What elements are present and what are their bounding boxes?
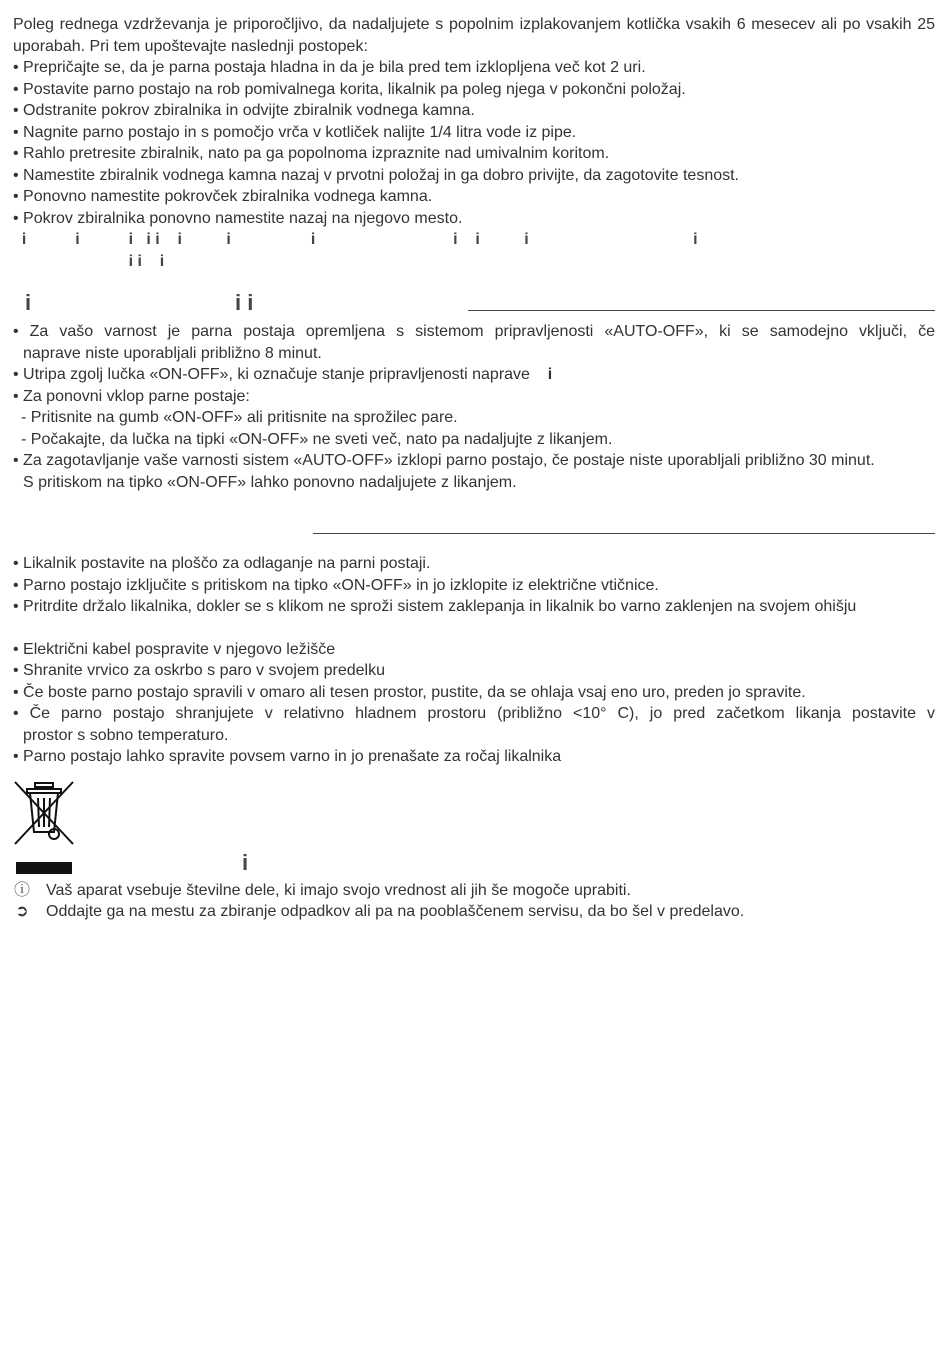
maintenance-step: • Nagnite parno postajo in s pomočjo vrča v kotliček nalijte 1/4 litra vode iz pipe. [13,123,577,141]
environment-notice-text: Oddajte ga na mestu za zbiranje odpadkov ali pa na pooblaščenem servisu, da bo šel v predelavo. [46,903,745,920]
auto-off-safety: • Za zagotavljanje vaše varnosti sistem «AUTO-OFF» izklopi parno postajo, če postaje niste uporabljali približno 30 minut. [13,452,875,469]
storage-cold: • Če parno postajo shranjujete v relativno hladnem prostoru (približno <10° C), jo pred začetkom likanja postavite v [13,705,935,722]
maintenance-step: • Prepričajte se, da je parna postaja hladna in da je bila pred tem izklopljena več kot 2 uri. [13,59,646,76]
auto-off-blink-glyph: i [547,366,553,383]
auto-off-reon-step: - Pritisnite na gumb «ON-OFF» ali pritisnite na sprožilec pare. [21,409,458,426]
auto-off-item: • Za vašo varnost je parna postaja opremljena s sistemom pripravljenosti «AUTO-OFF», ki se samodejno vključi, če [13,323,935,340]
auto-off-blink-text: • Utripa zgolj lučka «ON-OFF», ki označuje stanje pripravljenosti naprave [13,366,530,383]
auto-off-heading [13,290,935,318]
storage-item: • Električni kabel pospravite v njegovo ležišče [13,640,336,658]
environment-notice-text: Vaš aparat vsebuje številne dele, ki imajo svojo vrednost ali jih še mogoče uprabiti. [46,881,631,899]
storage-item: • Parno postajo izključite s pritiskom na tipko «ON-OFF» in jo izklopite iz električne vtičnice. [13,576,659,594]
environment-notice [13,901,935,923]
manual-page [13,14,935,923]
info-circle-icon: ⓘ [13,881,30,899]
maintenance-step: • Postavite parno postajo na rob pomivalnega korita, likalnik pa poleg njega v pokončni položaj. [13,80,686,98]
auto-off-blink [13,364,935,386]
storage-heading [13,493,935,543]
storage-item: • Likalnik postavite na ploščo za odlaganje na parni postaji. [13,555,431,572]
auto-off-item-cont: naprave niste uporabljali približno 8 minut. [23,344,322,362]
storage-item: • Pritrdite držalo likalnika, dokler se s klikom ne sproži sistem zaklepanja in likalnik bo varno zaklenjen na svojem ohišju [13,598,857,615]
environment-notice [13,880,935,902]
storage-carry: • Parno postajo lahko spravite povsem varno in jo prenašate za ročaj likalnika [13,748,562,765]
maintenance-step: • Rahlo pretresite zbiralnik, nato pa ga popolnoma izpraznite nad umivalnim koritom. [13,145,610,162]
heading-rule [468,310,935,311]
maintenance-step: • Pokrov zbiralnika ponovno namestite nazaj na njegovo mesto. [13,209,463,227]
weee-crossed-bin-icon [13,780,75,846]
storage-item: • Če boste parno postajo spravili v omaro ali tesen prostor, pustite, da se ohlaja vsaj eno uro, preden jo spravite. [13,683,806,701]
auto-off-reon-step: - Počakajte, da lučka na tipki «ON-OFF» ne sveti več, nato pa nadaljujte z likanjem. [21,430,613,448]
arrow-hook-icon: ➲ [15,903,29,920]
environment-glyph: i [242,849,249,875]
maintenance-step: • Ponovno namestite pokrovček zbiralnika vodnega kamna. [13,188,433,205]
auto-off-reon-title: • Za ponovni vklop parne postaje: [13,387,250,405]
auto-off-safety-cont: S pritiskom na tipko «ON-OFF» lahko ponovno nadaljujete z likanjem. [23,473,517,491]
environment-block [13,780,935,880]
maintenance-intro: Poleg rednega vzdrževanja je priporočljivo, da nadaljujete s popolnim izplakovanjem kotlička vsakih 6 mesecev ali po vsakih 25 uporabah. Pri tem upoštevajte naslednji postopek: [13,16,935,55]
heading-glyph: i i [235,290,254,315]
storage-item: • Shranite vrvico za oskrbo s paro v svojem predelku [13,662,385,679]
missing-glyph-line: i i i i i i i i i i i i [13,231,698,248]
weee-separator-bar [16,862,72,874]
heading-glyph: i [25,290,32,315]
storage-cold-cont: prostor s sobno temperaturo. [23,726,229,744]
maintenance-step: • Odstranite pokrov zbiralnika in odvijte zbiralnik vodnega kamna. [13,102,475,119]
maintenance-step: • Namestite zbiralnik vodnega kamna nazaj v prvotni položaj in ga dobro privijte, da zagotovite tesnost. [13,166,739,184]
missing-glyph-line: i i i [13,252,165,270]
heading-rule [313,533,935,534]
